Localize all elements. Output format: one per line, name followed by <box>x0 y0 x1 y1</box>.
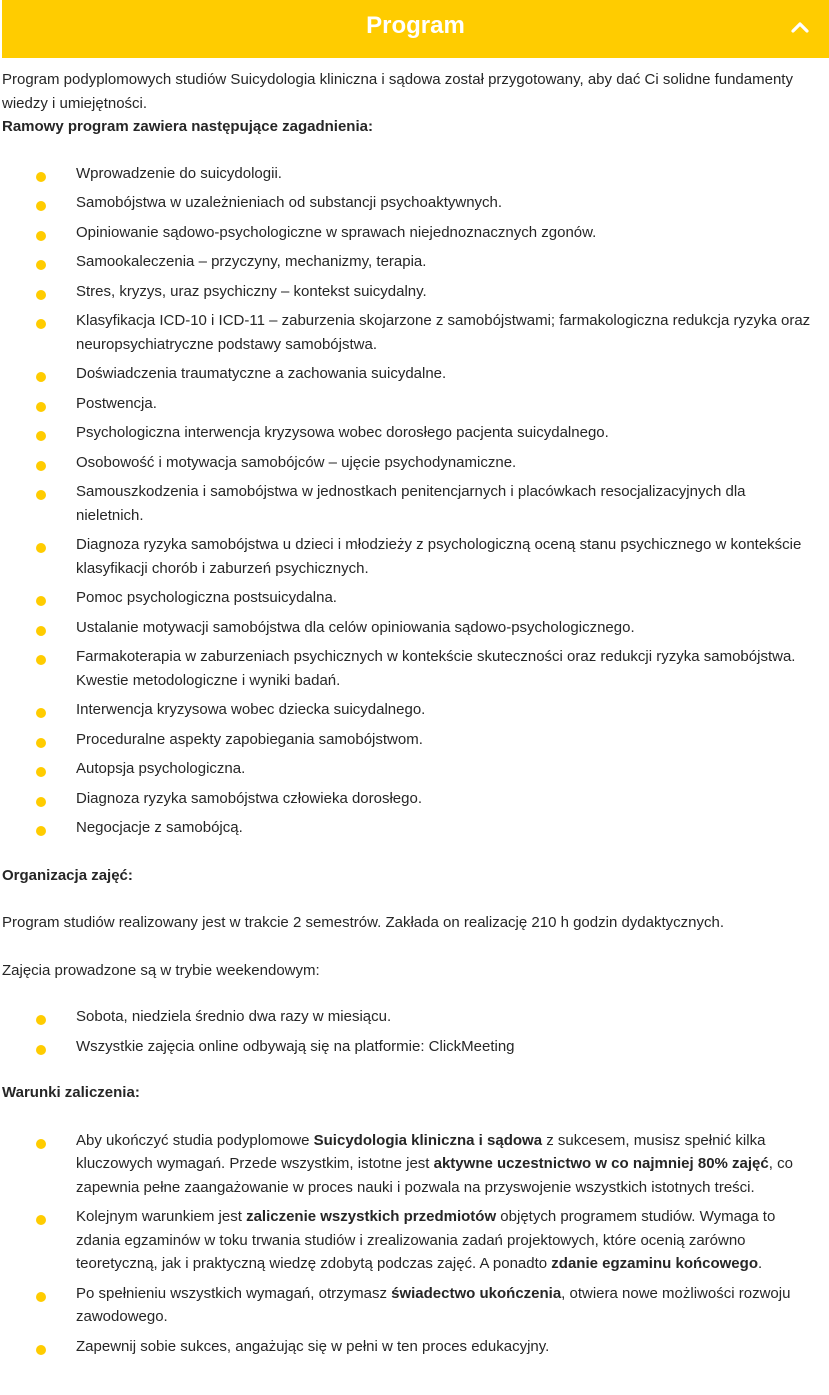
bullet-dot <box>36 431 46 441</box>
completion-list <box>2 1129 821 1359</box>
list-item: Klasyfikacja ICD-10 i ICD-11 – zaburzenia skojarzone z samobójstwami; farmakologiczna redukcja ryzyka oraz neuropsychiatryczne podstawy samobójstwa. <box>2 309 821 356</box>
bullet-dot <box>36 738 46 748</box>
bullet-dot <box>36 626 46 636</box>
bullet-dot <box>36 461 46 471</box>
list-item: Farmakoterapia w zaburzeniach psychicznych w kontekście skuteczności oraz redukcji ryzyka samobójstwa. Kwestie metodologiczne i wyniki badań. <box>2 645 821 692</box>
bullet-dot <box>36 402 46 412</box>
bullet-dot <box>36 372 46 382</box>
program-lead: Ramowy program zawiera następujące zagadnienia: <box>2 118 373 135</box>
list-item: Doświadczenia traumatyczne a zachowania suicydalne. <box>2 362 821 386</box>
bullet-dot <box>36 1015 46 1025</box>
bullet-dot <box>36 290 46 300</box>
bullet-dot <box>36 797 46 807</box>
bullet-dot <box>36 1045 46 1055</box>
list-item: Zapewnij sobie sukces, angażując się w pełni w ten proces edukacyjny. <box>2 1335 821 1359</box>
bullet-dot <box>36 826 46 836</box>
bullet-dot <box>36 767 46 777</box>
bullet-dot <box>36 172 46 182</box>
list-item: Samobójstwa w uzależnieniach od substancji psychoaktywnych. <box>2 191 821 215</box>
bullet-dot <box>36 543 46 553</box>
list-item: Opiniowanie sądowo-psychologiczne w sprawach niejednoznacznych zgonów. <box>2 221 821 245</box>
list-item: Samookaleczenia – przyczyny, mechanizmy, terapia. <box>2 250 821 274</box>
list-item: Wszystkie zajęcia online odbywają się na platformie: ClickMeeting <box>2 1035 821 1059</box>
topics-list <box>2 162 821 840</box>
list-item: Sobota, niedziela średnio dwa razy w miesiącu. <box>2 1005 821 1029</box>
completion-heading: Warunki zaliczenia: <box>2 1084 140 1101</box>
list-item: Kolejnym warunkiem jest zaliczenie wszystkich przedmiotów objętych programem studiów. Wymaga to zdania egzaminów w toku trwania studiów i zrealizowania zadań projektowych, które ocenią zarówno teoretyczną, jak i praktyczną wiedzę zdobytą podczas zajęć. A ponadto zdanie egzaminu końcowego. <box>2 1205 821 1276</box>
list-item: Ustalanie motywacji samobójstwa dla celów opiniowania sądowo-psychologicznego. <box>2 616 821 640</box>
bullet-dot <box>36 260 46 270</box>
list-item: Psychologiczna interwencja kryzysowa wobec dorosłego pacjenta suicydalnego. <box>2 421 821 445</box>
accordion-title: Program <box>366 12 465 39</box>
list-item: Stres, kryzys, uraz psychiczny – kontekst suicydalny. <box>2 280 821 304</box>
list-item: Diagnoza ryzyka samobójstwa człowieka dorosłego. <box>2 787 821 811</box>
organization-mode-text: Zajęcia prowadzone są w trybie weekendowym: <box>2 961 320 979</box>
organization-list <box>2 1005 821 1058</box>
list-item: Postwencja. <box>2 392 821 416</box>
organization-heading: Organizacja zajęć: <box>2 866 133 884</box>
accordion-header-program[interactable] <box>2 0 829 58</box>
bullet-dot <box>36 1292 46 1302</box>
bullet-dot <box>36 596 46 606</box>
accordion-content <box>0 68 829 1358</box>
list-item: Proceduralne aspekty zapobiegania samobójstwom. <box>2 728 821 752</box>
list-item: Autopsja psychologiczna. <box>2 757 821 781</box>
list-item: Po spełnieniu wszystkich wymagań, otrzymasz świadectwo ukończenia, otwiera nowe możliwości rozwoju zawodowego. <box>2 1282 821 1329</box>
list-item: Interwencja kryzysowa wobec dziecka suicydalnego. <box>2 698 821 722</box>
list-item: Wprowadzenie do suicydologii. <box>2 162 821 186</box>
list-item: Samouszkodzenia i samobójstwa w jednostkach penitencjarnych i placówkach resocjalizacyjnych dla nieletnich. <box>2 480 821 527</box>
bullet-dot <box>36 708 46 718</box>
organization-duration-text: Program studiów realizowany jest w trakcie 2 semestrów. Zakłada on realizację 210 h godzin dydaktycznych. <box>2 914 725 931</box>
list-item: Negocjacje z samobójcą. <box>2 816 821 840</box>
list-item: Pomoc psychologiczna postsuicydalna. <box>2 586 821 610</box>
list-item: Osobowość i motywacja samobójców – ujęcie psychodynamiczne. <box>2 451 821 475</box>
bullet-dot <box>36 1215 46 1225</box>
bullet-dot <box>36 319 46 329</box>
intro-paragraph: Program podyplomowych studiów Suicydologia kliniczna i sądowa został przygotowany, aby dać Ci solidne fundamenty wiedzy i umiejętności. <box>2 71 793 112</box>
list-item: Diagnoza ryzyka samobójstwa u dzieci i młodzieży z psychologiczną oceną stanu psychicznego w kontekście klasyfikacji chorób i zaburzeń psychicznych. <box>2 533 821 580</box>
list-item: Aby ukończyć studia podyplomowe Suicydologia kliniczna i sądowa z sukcesem, musisz spełnić kilka kluczowych wymagań. Przede wszystkim, istotne jest aktywne uczestnictwo w co najmniej 80% zajęć, co zapewnia pełne zaangażowanie w proces nauki i pozwala na przyswojenie wszystkich istotnych treści. <box>2 1129 821 1200</box>
chevron-up-icon[interactable] <box>791 18 809 36</box>
bullet-dot <box>36 1139 46 1149</box>
bullet-dot <box>36 655 46 665</box>
bullet-dot <box>36 490 46 500</box>
bullet-dot <box>36 201 46 211</box>
bullet-dot <box>36 1345 46 1355</box>
bullet-dot <box>36 231 46 241</box>
